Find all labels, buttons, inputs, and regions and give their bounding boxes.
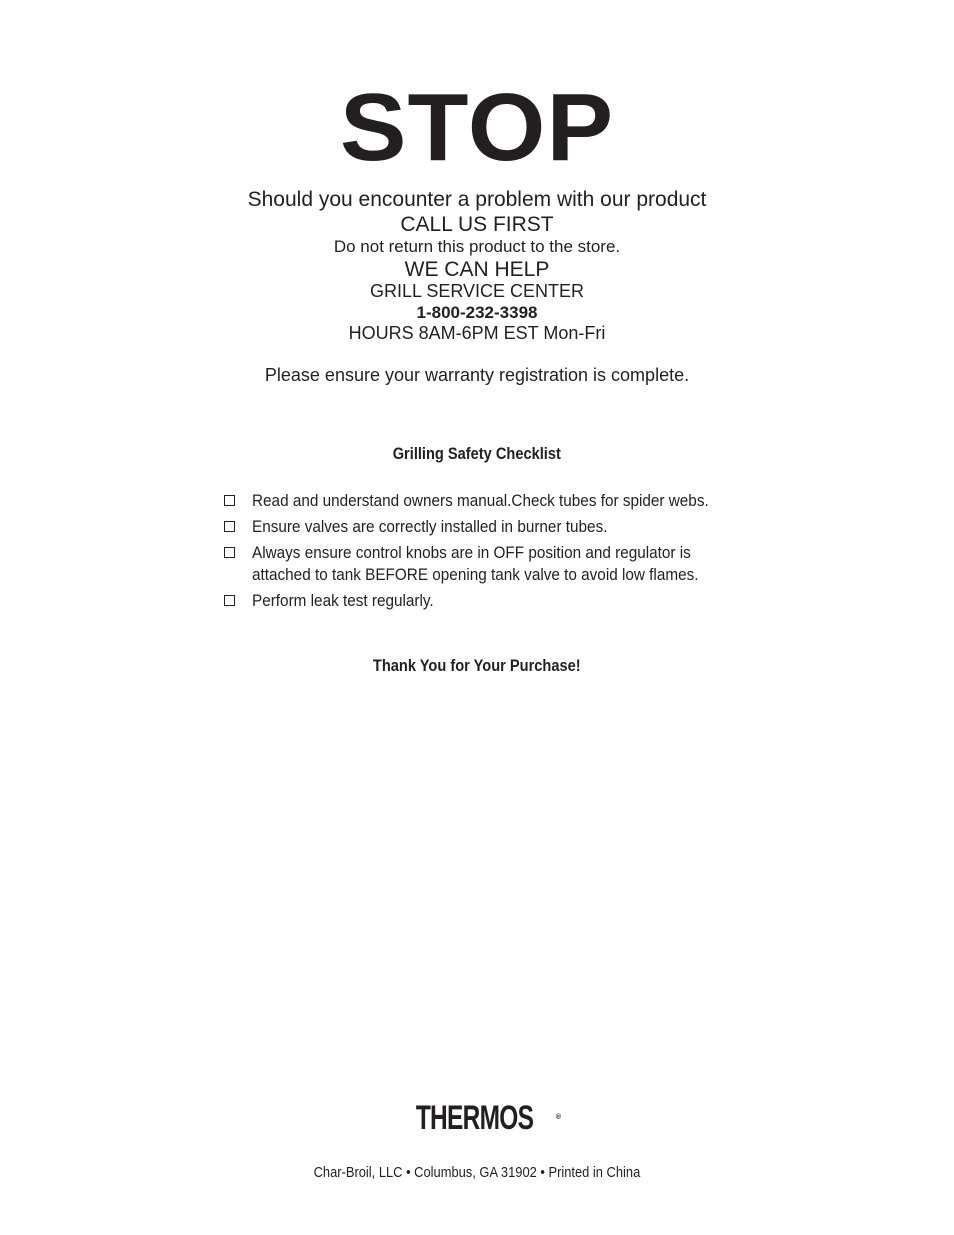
checklist-item <box>224 542 744 586</box>
checkbox[interactable] <box>224 595 235 606</box>
service-hours: HOURS 8AM-6PM EST Mon-Fri <box>348 323 606 343</box>
checklist-title <box>0 443 954 465</box>
safety-checklist <box>224 490 744 616</box>
checkbox[interactable] <box>224 521 235 532</box>
registered-mark: ® <box>555 1114 562 1121</box>
do-not-return: Do not return this product to the store. <box>333 237 621 256</box>
checklist-item <box>224 490 744 512</box>
checklist-title-text: Grilling Safety Checklist <box>392 444 562 463</box>
footer-text: Char-Broil, LLC • Columbus, GA 31902 • Printed in China <box>313 1164 641 1181</box>
checkbox[interactable] <box>224 495 235 506</box>
thermos-logo <box>0 1098 954 1138</box>
call-us-first: CALL US FIRST <box>400 213 554 236</box>
checklist-item-text: Perform leak test regularly. <box>252 591 434 610</box>
stop-heading: STOP <box>339 74 615 181</box>
footer <box>0 1163 954 1183</box>
logo-wordmark: THERMOS <box>415 1099 534 1137</box>
we-can-help: WE CAN HELP <box>404 258 550 281</box>
phone-number: 1-800-232-3398 <box>416 303 538 322</box>
checkbox[interactable] <box>224 547 235 558</box>
checklist-item-text: Ensure valves are correctly installed in burner tubes. <box>252 517 608 536</box>
warranty-note: Please ensure your warranty registration is complete. <box>264 365 690 385</box>
thank-you-text: Thank You for Your Purchase! <box>373 656 581 675</box>
checklist-item <box>224 516 744 538</box>
service-center: GRILL SERVICE CENTER <box>369 281 585 301</box>
checklist-item <box>224 590 744 612</box>
thank-you <box>0 655 954 677</box>
problem-line: Should you encounter a problem with our product <box>247 188 707 211</box>
checklist-item-text: Always ensure control knobs are in OFF position and regulator is attached to tank BEFORE opening tank valve to avoid low flames. <box>252 543 699 584</box>
checklist-item-text: Read and understand owners manual.Check tubes for spider webs. <box>252 491 709 510</box>
